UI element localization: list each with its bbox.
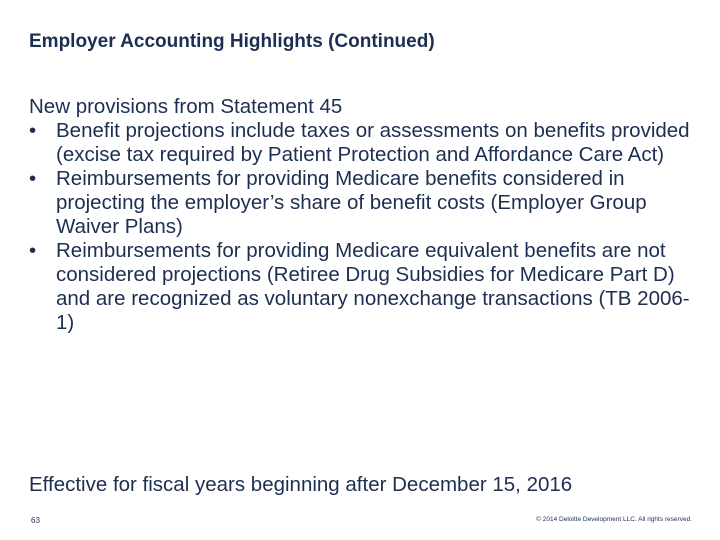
slide-body — [29, 95, 699, 335]
list-item — [29, 239, 699, 335]
bullet-list — [29, 119, 699, 335]
list-item — [29, 167, 699, 239]
intro-text: New provisions from Statement 45 — [29, 95, 343, 118]
bullet-text: Reimbursements for providing Medicare equivalent benefits are not considered projections (Retiree Drug Subsidies for Medicare Part D) and are recognized as voluntary nonexchange transactions (TB 2006-1) — [56, 239, 690, 334]
page-number: 63 — [31, 516, 40, 525]
bullet-icon: • — [29, 239, 37, 262]
bullet-text: Reimbursements for providing Medicare benefits considered in projecting the employer’s share of benefit costs (Employer Group Waiver Plans) — [56, 167, 647, 238]
bullet-icon: • — [29, 167, 37, 190]
bullet-icon: • — [29, 119, 37, 142]
bullet-text: Benefit projections include taxes or assessments on benefits provided (excise tax required by Patient Protection and Affordance Care Act) — [56, 119, 690, 166]
slide-title: Employer Accounting Highlights (Continued) — [29, 31, 435, 52]
list-item — [29, 119, 699, 167]
effective-date-text: Effective for fiscal years beginning after December 15, 2016 — [29, 473, 573, 496]
copyright-notice: © 2014 Deloitte Development LLC. All rights reserved. — [536, 516, 692, 523]
